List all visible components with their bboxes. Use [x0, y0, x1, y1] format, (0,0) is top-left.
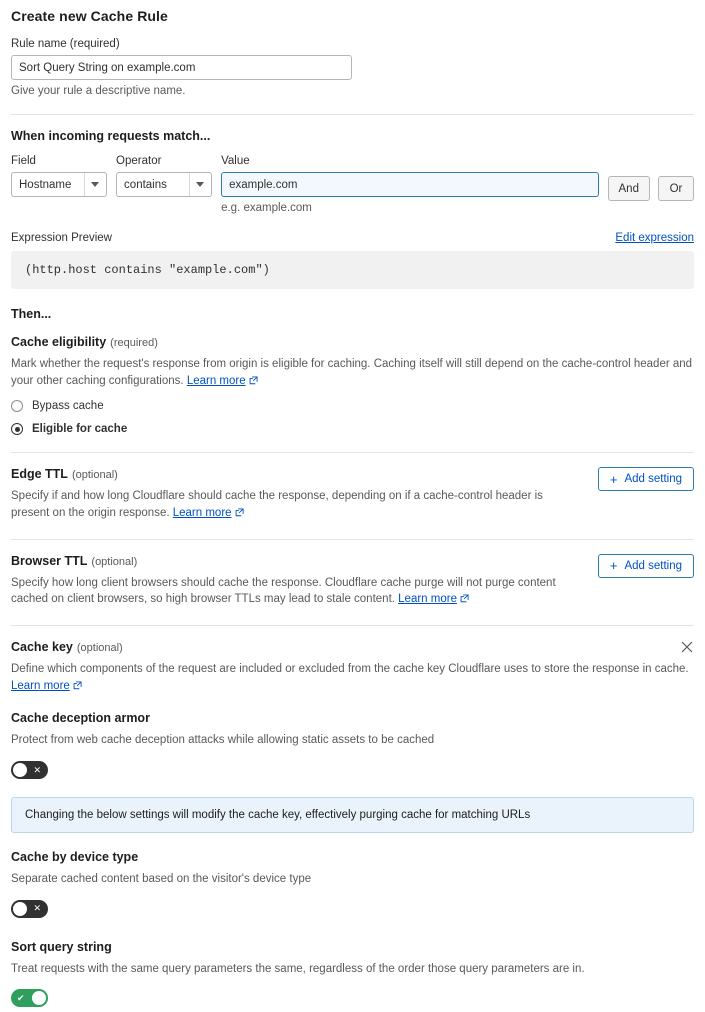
cache-deception-armor-toggle-wrap — [11, 761, 694, 784]
cache-key-description — [11, 661, 694, 694]
cache-key-title — [11, 640, 123, 654]
edge-ttl-add-setting-button[interactable] — [598, 467, 694, 491]
rule-name-label: Rule name (required) — [11, 38, 120, 50]
toggle-knob — [13, 763, 27, 777]
browser-ttl-add-setting-button[interactable] — [598, 554, 694, 578]
page-title: Create new Cache Rule — [11, 8, 168, 24]
field-column — [11, 155, 107, 197]
browser-ttl-description — [11, 575, 571, 608]
chevron-down-icon — [91, 182, 99, 187]
cache-eligibility-description — [11, 356, 694, 389]
cache-eligibility-learn-more-link[interactable]: Learn more — [186, 374, 246, 387]
radio-label: Bypass cache — [32, 400, 104, 413]
browser-ttl-description-text: Specify how long client browsers should cache the response. Cloudflare cache purge will not purge content cached on client browsers, so high browser TTLs may lead to stale content. — [11, 576, 556, 606]
field-label: Field — [11, 155, 36, 167]
cache-eligibility-title-text: Cache eligibility — [11, 335, 107, 349]
edge-ttl-optional: (optional) — [71, 469, 118, 482]
value-column — [221, 155, 598, 214]
edge-ttl-title — [11, 467, 571, 481]
radio-icon-selected — [11, 423, 23, 435]
cache-key-title-text: Cache key — [11, 640, 73, 655]
value-input[interactable] — [221, 172, 598, 197]
radio-option-eligible-for-cache[interactable] — [11, 423, 694, 435]
sort-query-string-setting — [11, 940, 694, 1012]
external-link-icon — [73, 681, 82, 690]
field-select-value: Hostname — [19, 178, 72, 191]
external-link-icon — [249, 376, 258, 385]
browser-ttl-text — [11, 554, 571, 608]
browser-ttl-title — [11, 554, 571, 568]
radio-option-bypass-cache[interactable] — [11, 400, 694, 412]
sort-query-string-description: Treat requests with the same query parameters the same, regardless of the order those query parameters are in. — [11, 962, 585, 975]
operator-column — [116, 155, 212, 197]
sort-query-string-title: Sort query string — [11, 939, 112, 954]
toggle-knob — [32, 991, 46, 1005]
external-link-icon — [460, 594, 469, 603]
cache-by-device-type-toggle-wrap — [11, 900, 694, 923]
cache-deception-armor-description: Protect from web cache deception attacks while allowing static assets to be cached — [11, 734, 435, 747]
toggle-off-icon: ✕ — [33, 764, 41, 775]
edge-ttl-section — [11, 467, 694, 521]
expression-preview-label: Expression Preview — [11, 232, 112, 244]
divider — [11, 114, 694, 115]
cache-rule-form — [0, 8, 705, 1012]
toggle-off-icon: ✕ — [33, 903, 41, 914]
cache-deception-armor-title: Cache deception armor — [11, 711, 150, 726]
plus-icon: + — [609, 558, 618, 574]
sort-query-string-toggle-wrap — [11, 989, 694, 1012]
cache-key-description-text: Define which components of the request are included or excluded from the cache key Cloudflare uses to store the response in cache. — [11, 663, 689, 676]
operator-select[interactable] — [116, 172, 212, 197]
value-label: Value — [221, 155, 250, 167]
toggle-knob — [13, 902, 27, 916]
rule-name-helper: Give your rule a descriptive name. — [11, 85, 186, 97]
cache-key-learn-more-link[interactable]: Learn more — [11, 679, 70, 692]
cache-by-device-type-setting — [11, 850, 694, 923]
cache-deception-armor-setting — [11, 711, 694, 784]
expression-preview: (http.host contains "example.com") — [11, 251, 694, 289]
edit-expression-link[interactable]: Edit expression — [615, 232, 694, 244]
plus-icon: + — [609, 471, 618, 487]
toggle-on-icon: ✔ — [17, 992, 25, 1003]
edge-ttl-title-text: Edge TTL — [11, 467, 68, 482]
cache-by-device-type-description: Separate cached content based on the visitor's device type — [11, 873, 312, 886]
cache-eligibility-description-text: Mark whether the request's response from origin is eligible for caching. Caching itself will still depend on the cache-control header and your other caching configurations. — [11, 358, 693, 387]
cache-key-notice: Changing the below settings will modify the cache key, effectively purging cache for matching URLs — [11, 797, 694, 833]
radio-icon — [11, 400, 23, 412]
match-section-title: When incoming requests match... — [11, 129, 211, 143]
cache-by-device-type-toggle[interactable] — [11, 900, 48, 918]
value-helper: e.g. example.com — [221, 202, 312, 214]
sort-query-string-toggle[interactable] — [11, 989, 48, 1007]
radio-label: Eligible for cache — [32, 423, 128, 436]
match-row — [11, 155, 694, 214]
divider — [11, 625, 694, 626]
browser-ttl-optional: (optional) — [91, 555, 138, 568]
cache-key-section — [11, 640, 694, 1012]
cache-eligibility-section — [11, 335, 694, 435]
edge-ttl-add-setting-label: Add setting — [624, 473, 682, 486]
expression-header — [11, 232, 694, 244]
logic-buttons — [608, 155, 694, 201]
chevron-down-icon — [196, 182, 204, 187]
cache-eligibility-required: (required) — [110, 337, 158, 349]
field-select-divider — [84, 173, 85, 196]
browser-ttl-learn-more-link[interactable]: Learn more — [398, 593, 457, 606]
operator-select-divider — [189, 173, 190, 196]
edge-ttl-text — [11, 467, 571, 521]
cache-key-optional: (optional) — [76, 642, 123, 655]
edge-ttl-description — [11, 488, 571, 521]
browser-ttl-section — [11, 554, 694, 608]
edge-ttl-description-text: Specify if and how long Cloudflare should cache the response, depending on if a cache-control header is present on the origin response. — [11, 490, 543, 520]
external-link-icon — [235, 508, 244, 517]
or-button[interactable]: Or — [658, 176, 694, 201]
cache-deception-armor-toggle[interactable] — [11, 761, 48, 779]
browser-ttl-title-text: Browser TTL — [11, 553, 88, 568]
then-title: Then... — [11, 307, 52, 321]
close-icon[interactable] — [680, 640, 694, 654]
browser-ttl-add-setting-label: Add setting — [624, 559, 682, 572]
cache-key-header — [11, 640, 694, 654]
edge-ttl-learn-more-link[interactable]: Learn more — [172, 507, 232, 520]
divider — [11, 539, 694, 540]
rule-name-input[interactable] — [11, 55, 352, 80]
divider — [11, 452, 694, 453]
field-select[interactable] — [11, 172, 107, 197]
cache-eligibility-title — [11, 335, 694, 349]
operator-select-value: contains — [124, 178, 167, 191]
cache-by-device-type-title: Cache by device type — [11, 850, 139, 865]
operator-label: Operator — [116, 155, 162, 167]
rule-name-group — [11, 38, 694, 97]
and-button[interactable]: And — [608, 176, 650, 201]
